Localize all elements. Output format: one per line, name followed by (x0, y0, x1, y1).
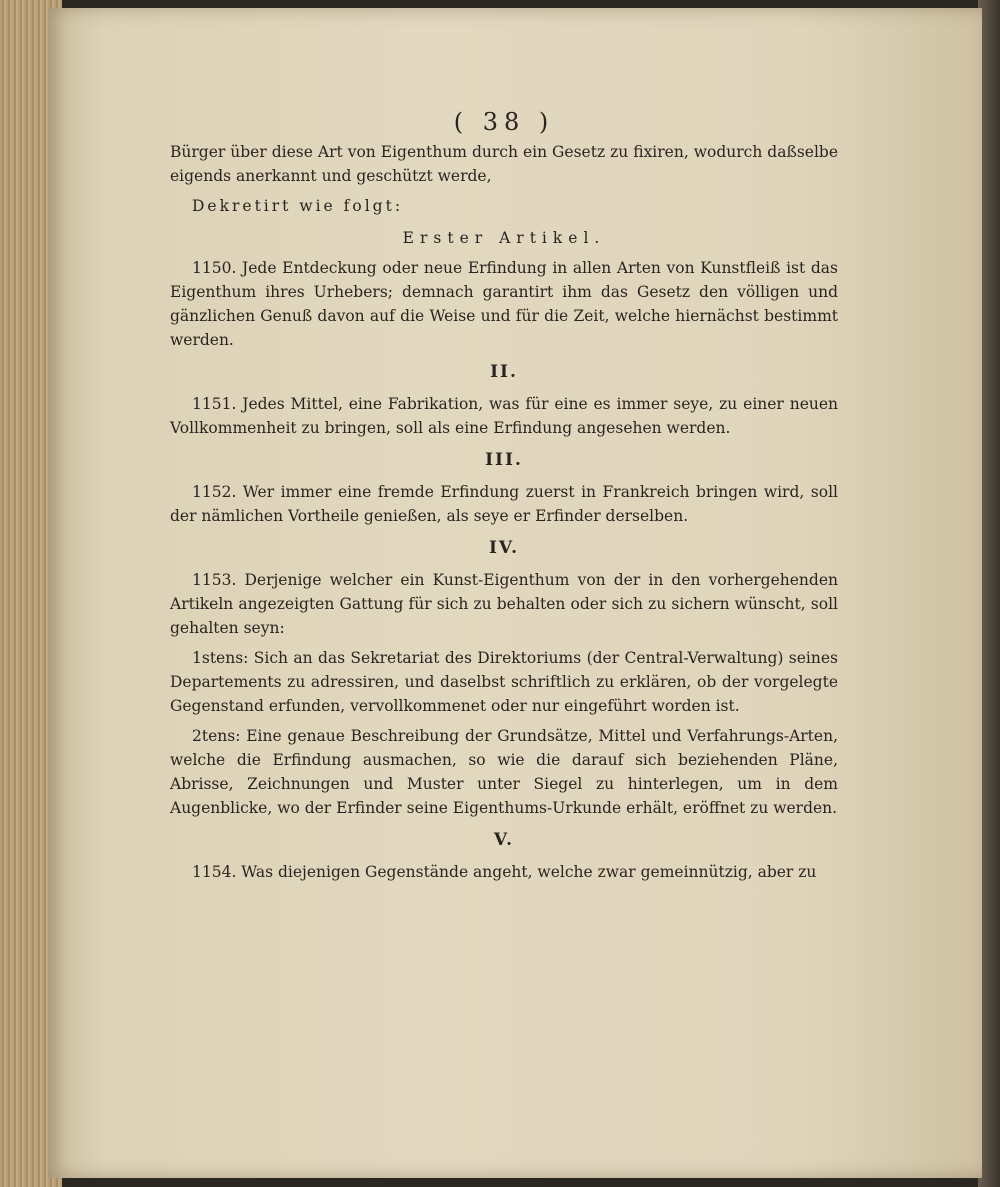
paragraph-1153: 1153. Derjenige welcher ein Kunst-Eigenthum von der in den vorhergehenden Artikeln angezeigten Gattung für sich zu behalten oder sich zu sichern wünscht, soll gehalten seyn: (170, 571, 838, 637)
paragraph-1stens: 1stens: Sich an das Sekretariat des Direktoriums (der Central-Verwaltung) seines Departements zu adressiren, und daselbst schriftlich zu erklären, ob der vorgelegte Gegenstand erfunden, vervollkommenet oder nur eingeführt worden ist. (170, 649, 838, 715)
page-number: ( 38 ) (453, 108, 555, 136)
paragraph-1154: 1154. Was diejenigen Gegenstände angeht, welche zwar gemeinnützig, aber zu (192, 863, 817, 881)
article-number-iv: IV. (488, 538, 520, 558)
article-heading: Erster Artikel. (402, 229, 606, 247)
page-text-block (170, 110, 838, 890)
paragraph-intro: Bürger über diese Art von Eigenthum durch ein Gesetz zu fixiren, wodurch daßselbe eigends anerkannt und geschützt werde, (170, 143, 838, 185)
paragraph-1151: 1151. Jedes Mittel, eine Fabrikation, was für eine es immer seye, zu einer neuen Vollkommenheit zu bringen, soll als eine Erfindung angesehen werden. (170, 395, 838, 437)
article-number-v: V. (493, 830, 515, 850)
paragraph-decree: Dekretirt wie folgt: (192, 197, 404, 215)
article-number-iii: III. (485, 450, 523, 470)
paragraph-1152: 1152. Wer immer eine fremde Erfindung zuerst in Frankreich bringen wird, soll der nämlichen Vortheile genießen, als seye er Erfinder derselben. (170, 483, 838, 525)
paragraph-2tens: 2tens: Eine genaue Beschreibung der Grundsätze, Mittel und Verfahrungs-Arten, welche die Erfindung ausmachen, so wie die darauf sich beziehenden Pläne, Abrisse, Zeichnungen und Muster unter Siegel zu hinterlegen, um in dem Augenblicke, wo der Erfinder seine Eigenthums-Urkunde erhält, eröffnet zu werden. (170, 727, 838, 817)
paragraph-1150: 1150. Jede Entdeckung oder neue Erfindung in allen Arten von Kunstfleiß ist das Eigenthum ihres Urhebers; demnach garantirt ihm das Gesetz den völligen und gänzlichen Genuß davon auf die Weise und für die Zeit, welche hiernächst bestimmt werden. (170, 259, 838, 349)
article-number-ii: II. (490, 362, 518, 382)
